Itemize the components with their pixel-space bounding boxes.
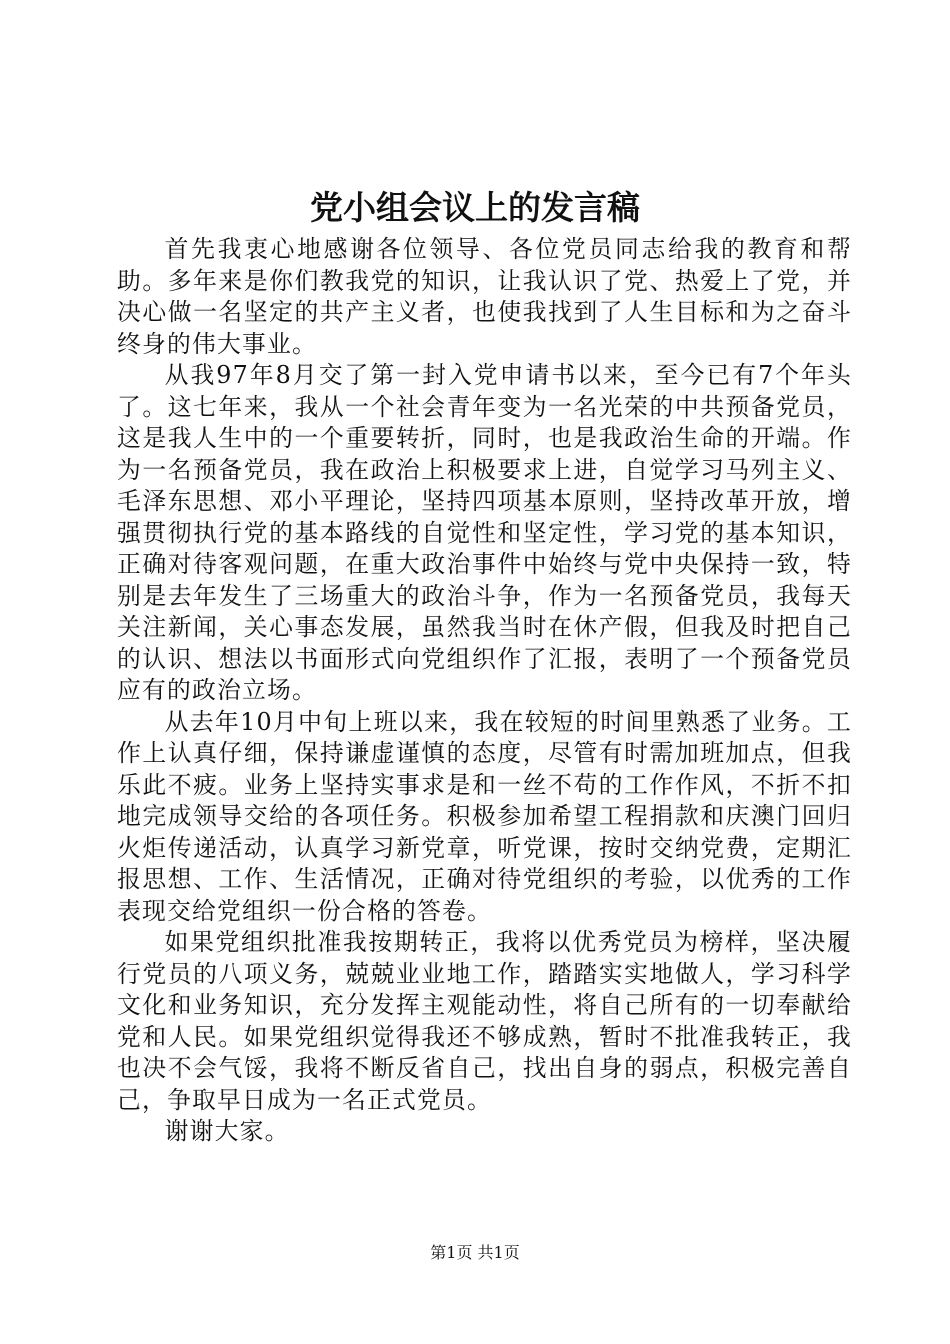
page-number-footer: 第1页 共1页 [430, 1243, 520, 1262]
document-title: 党小组会议上的发言稿 [310, 188, 640, 227]
paragraph-political-growth: 从我97年8月交了第一封入党申请书以来，至今已有7个年头了。这七年来，我从一个社会青年变为一名光荣的中共预备党员，这是我人生中的一个重要转折，同时，也是我政治生命的开端。作为一名预备党员，我在政治上积极要求上进，自觉学习马列主义、毛泽东思想、邓小平理论，坚持四项基本原则，坚持改革开放，增强贯彻执行党的基本路线的自觉性和坚定性，学习党的基本知识，正确对待客观问题，在重大政治事件中始终与党中央保持一致，特别是去年发生了三场重大的政治斗争，作为一名预备党员，我每天关注新闻，关心事态发展，虽然我当时在休产假，但我及时把自己的认识、想法以书面形式向党组织作了汇报，表明了一个预备党员应有的政治立场。 [117, 361, 852, 704]
document-body [117, 234, 852, 1148]
paragraph-closing: 谢谢大家。 [164, 1117, 290, 1145]
paragraph-commitment: 如果党组织批准我按期转正，我将以优秀党员为榜样，坚决履行党员的八项义务，兢兢业业地工作，踏踏实实地做人，学习科学文化和业务知识，充分发挥主观能动性，将自己所有的一切奉献给党和人民。如果党组织觉得我还不够成熟，暂时不批准我转正，我也决不会气馁，我将不断反省自己，找出自身的弱点，积极完善自己，争取早日成为一名正式党员。 [117, 928, 852, 1114]
paragraph-gratitude: 首先我衷心地感谢各位领导、各位党员同志给我的教育和帮助。多年来是你们教我党的知识，让我认识了党、热爱上了党，并决心做一名坚定的共产主义者，也使我找到了人生目标和为之奋斗终身的伟大事业。 [117, 235, 852, 358]
paragraph-work-performance: 从去年10月中旬上班以来，我在较短的时间里熟悉了业务。工作上认真仔细，保持谦虚谨慎的态度，尽管有时需加班加点，但我乐此不疲。业务上坚持实事求是和一丝不苟的工作作风，不折不扣地完成领导交给的各项任务。积极参加希望工程捐款和庆澳门回归火炬传递活动，认真学习新党章，听党课，按时交纳党费，定期汇报思想、工作、生活情况，正确对待党组织的考验，以优秀的工作表现交给党组织一份合格的答卷。 [117, 707, 852, 925]
